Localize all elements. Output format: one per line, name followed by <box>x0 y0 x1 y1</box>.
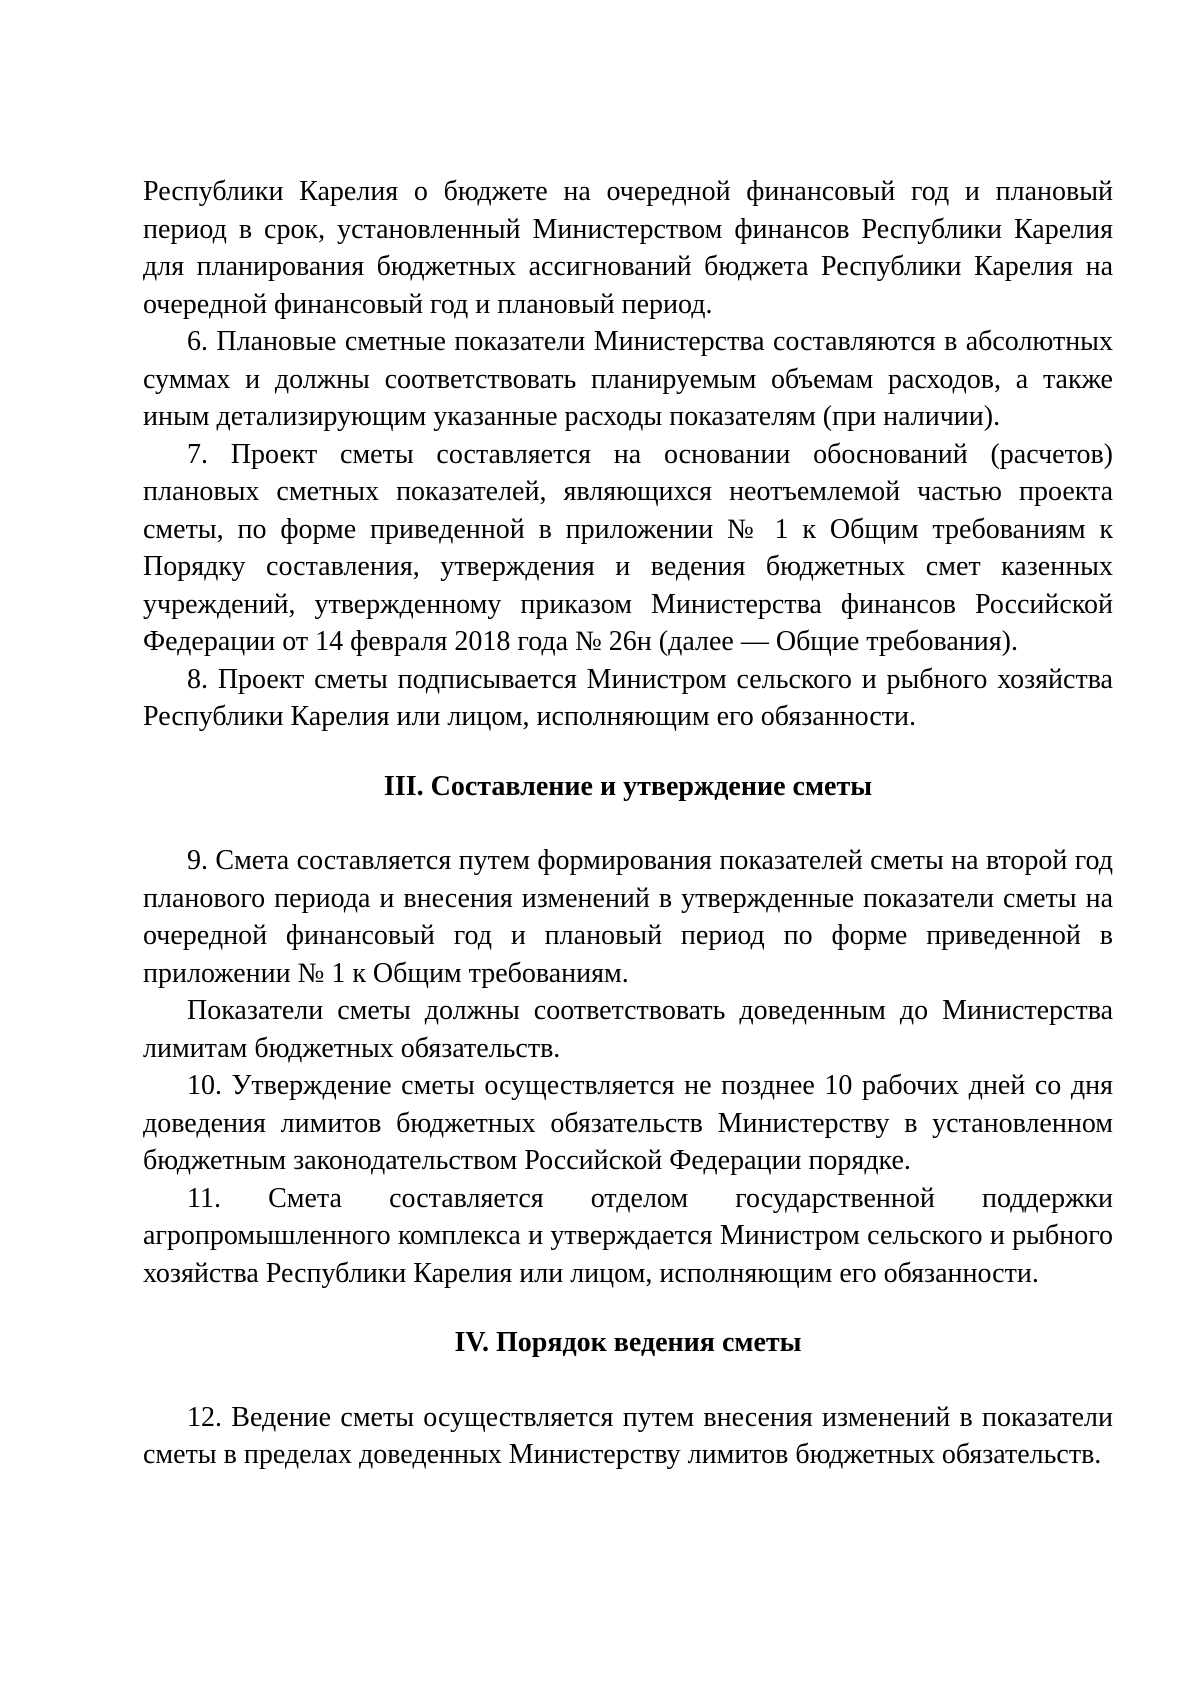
spacer <box>143 805 1113 842</box>
spacer <box>143 1362 1113 1399</box>
spacer <box>143 736 1113 768</box>
paragraph-indicators: Показатели сметы должны соответствовать доведенным до Министерства лимитам бюджетных обязательств. <box>143 995 1113 1064</box>
paragraph-item-7: 7. Проект сметы составляется на основании обоснований (расчетов) плановых сметных показателей, являющихся неотъемлемой частью проекта сметы, по форме приведенной в приложении № 1 к Общим требованиям к Порядку составления, утверждения и ведения бюджетных смет казенных учреждений, утвержденному приказом Министерства финансов Российской Федерации от 14 февраля 2018 года № 26н (далее — Общие требования). <box>143 438 1113 657</box>
paragraph-item-11: 11. Смета составляется отделом государственной поддержки агропромышленного комплекса и утверждается Министром сельского и рыбного хозяйства Республики Карелия или лицом, исполняющим его обязанности. <box>143 1182 1113 1289</box>
section-heading-3: III. Составление и утверждение сметы <box>383 770 873 802</box>
paragraph-item-9: 9. Смета составляется путем формирования показателей сметы на второй год планового периода и внесения изменений в утвержденные показатели сметы на очередной финансовый год и плановый период по форме приведенной в приложении № 1 к Общим требованиям. <box>143 845 1113 989</box>
paragraph-item-6: 6. Плановые сметные показатели Министерства составляются в абсолютных суммах и должны соответствовать планируемым объемам расходов, а также иным детализирующим указанные расходы показателям (при наличии). <box>143 326 1113 432</box>
section-heading-4: IV. Порядок ведения сметы <box>454 1327 802 1358</box>
paragraph-item-12: 12. Ведение сметы осуществляется путем внесения изменений в показатели сметы в пределах доведенных Министерству лимитов бюджетных обязательств. <box>143 1401 1113 1470</box>
paragraph-continuation: Республики Карелия о бюджете на очередной финансовый год и плановый период в срок, установленный Министерством финансов Республики Карелия для планирования бюджетных ассигнований бюджета Республики Карелия на очередной финансовый год и плановый период. <box>143 176 1113 320</box>
paragraph-item-8: 8. Проект сметы подписывается Министром сельского и рыбного хозяйства Республики Карелия или лицом, исполняющим его обязанности. <box>143 663 1113 732</box>
document-body <box>143 173 1113 1474</box>
spacer <box>143 1292 1113 1324</box>
paragraph-item-10: 10. Утверждение сметы осуществляется не позднее 10 рабочих дней со дня доведения лимитов бюджетных обязательств Министерству в установленном бюджетным законодательством Российской Федерации порядке. <box>143 1070 1113 1176</box>
